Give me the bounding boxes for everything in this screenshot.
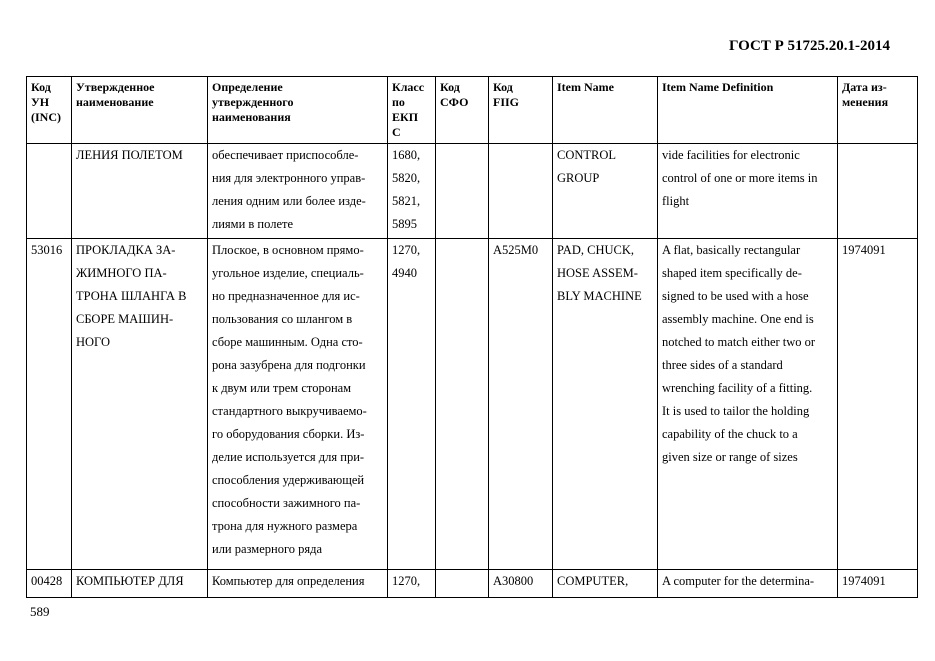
cell-line: трона для нужного размера (212, 519, 358, 533)
cell-col-class (388, 570, 436, 598)
cell-line: notched to match either two or (662, 335, 816, 349)
cell-col-fiig: A30800 (489, 570, 553, 598)
cell-col-inc (27, 144, 72, 239)
header-col-definition (208, 77, 388, 144)
cell-col-date: 1974091 (838, 570, 918, 598)
cell-col-name (72, 239, 208, 570)
cell-col-class (388, 144, 436, 239)
cell-line: 1270, (392, 574, 421, 588)
cell-line: given size or range of sizes (662, 450, 798, 464)
cell-line: Компьютер для определения (212, 574, 365, 588)
cell-col-item-name (553, 570, 658, 598)
cell-line: стандартного выкручиваемо- (212, 404, 367, 418)
cell-line: GROUP (557, 171, 600, 185)
cell-line: ления одним или более изде- (212, 194, 366, 208)
cell-col-definition (208, 144, 388, 239)
cell-line: ЖИМНОГО ПА- (76, 266, 167, 280)
header-col-inc (27, 77, 72, 144)
cell-line: flight (662, 194, 690, 208)
table-row (27, 239, 918, 570)
cell-col-definition (208, 570, 388, 598)
table-row (27, 570, 918, 598)
cell-line: го оборудования сборки. Из- (212, 427, 365, 441)
cell-col-sfo (436, 144, 489, 239)
cell-col-fiig (489, 144, 553, 239)
cell-line: ЛЕНИЯ ПОЛЕТОМ (76, 148, 183, 162)
cell-line: пользования со шлангом в (212, 312, 353, 326)
header-line: Код (440, 80, 460, 94)
cell-col-class (388, 239, 436, 570)
cell-line: COMPUTER, (557, 574, 629, 588)
cell-line: 4940 (392, 266, 417, 280)
cell-line: wrenching facility of a fitting. (662, 381, 813, 395)
cell-col-item-definition (658, 144, 838, 239)
header-line: Код (31, 80, 51, 94)
cell-line: 1270, (392, 243, 421, 257)
header-line: СФО (440, 95, 469, 109)
cell-line: 5895 (392, 217, 417, 231)
cell-line: способления удерживающей (212, 473, 365, 487)
cell-line: к двум или трем сторонам (212, 381, 352, 395)
cell-col-fiig: A525M0 (489, 239, 553, 570)
table-header-row (27, 77, 918, 144)
cell-col-date (838, 144, 918, 239)
page-number: 589 (30, 604, 50, 619)
cell-line: PAD, CHUCK, (557, 243, 634, 257)
document-header-title: ГОСТ Р 51725.20.1-2014 (728, 38, 890, 54)
cell-line: обеспечивает приспособле- (212, 148, 359, 162)
cell-line: но предназначенное для ис- (212, 289, 360, 303)
header-line: Item Name Definition (662, 80, 774, 94)
cell-line: 5820, (392, 171, 421, 185)
header-col-date (838, 77, 918, 144)
cell-line: BLY MACHINE (557, 289, 642, 303)
header-line: Код (493, 80, 513, 94)
cell-col-item-name (553, 144, 658, 239)
header-line: Item Name (557, 80, 614, 94)
header-col-class (388, 77, 436, 144)
header-line: Утвержденное (76, 80, 155, 94)
cell-line: 5821, (392, 194, 421, 208)
header-line: Определение (212, 80, 283, 94)
cell-line: рона зазубрена для подгонки (212, 358, 366, 372)
cell-col-sfo (436, 570, 489, 598)
header-line: наименование (76, 95, 154, 109)
cell-col-definition (208, 239, 388, 570)
header-col-sfo (436, 77, 489, 144)
cell-line: 1680, (392, 148, 421, 162)
cell-col-date: 1974091 (838, 239, 918, 570)
header-col-item-name (553, 77, 658, 144)
header-line: FIIG (493, 95, 520, 109)
cell-line: CONTROL (557, 148, 617, 162)
cell-line: signed to be used with a hose (662, 289, 809, 303)
cell-col-item-name (553, 239, 658, 570)
header-col-item-definition (658, 77, 838, 144)
cell-line: сборе машинным. Одна сто- (212, 335, 363, 349)
cell-line: ния для электронного управ- (212, 171, 366, 185)
cell-line: Плоское, в основном прямо- (212, 243, 364, 257)
cell-col-name (72, 570, 208, 598)
catalog-table (26, 76, 918, 598)
cell-line: КОМПЬЮТЕР ДЛЯ (76, 574, 184, 588)
cell-line: vide facilities for electronic (662, 148, 800, 162)
cell-col-name (72, 144, 208, 239)
cell-line: A flat, basically rectangular (662, 243, 801, 257)
table-row (27, 144, 918, 239)
cell-line: three sides of a standard (662, 358, 783, 372)
cell-line: It is used to tailor the holding (662, 404, 810, 418)
cell-col-item-definition (658, 239, 838, 570)
header-line: (INC) (31, 110, 61, 124)
cell-col-item-definition (658, 570, 838, 598)
cell-col-sfo (436, 239, 489, 570)
cell-line: способности зажимного па- (212, 496, 361, 510)
cell-col-inc: 53016 (27, 239, 72, 570)
cell-line: лиями в полете (212, 217, 293, 231)
cell-line: ПРОКЛАДКА ЗА- (76, 243, 176, 257)
cell-col-inc: 00428 (27, 570, 72, 598)
header-line: Дата из- (842, 80, 887, 94)
cell-line: или размерного ряда (212, 542, 323, 556)
cell-line: A computer for the determina- (662, 574, 815, 588)
header-col-fiig (489, 77, 553, 144)
cell-line: control of one or more items in (662, 171, 818, 185)
cell-line: shaped item specifically de- (662, 266, 802, 280)
header-line: УН (31, 95, 50, 109)
cell-line: HOSE ASSEM- (557, 266, 638, 280)
cell-line: делие используется для при- (212, 450, 365, 464)
cell-line: НОГО (76, 335, 110, 349)
cell-line: угольное изделие, специаль- (212, 266, 364, 280)
cell-line: capability of the chuck to a (662, 427, 798, 441)
header-col-name (72, 77, 208, 144)
cell-line: ТРОНА ШЛАНГА В (76, 289, 187, 303)
header-line: утвержденного (212, 95, 294, 109)
header-line: ЕКП (392, 110, 419, 124)
header-line: по (392, 95, 405, 109)
header-line: С (392, 125, 401, 139)
header-line: наименования (212, 110, 291, 124)
header-line: Класс (392, 80, 425, 94)
header-line: менения (842, 95, 889, 109)
cell-line: СБОРЕ МАШИН- (76, 312, 174, 326)
cell-line: assembly machine. One end is (662, 312, 814, 326)
